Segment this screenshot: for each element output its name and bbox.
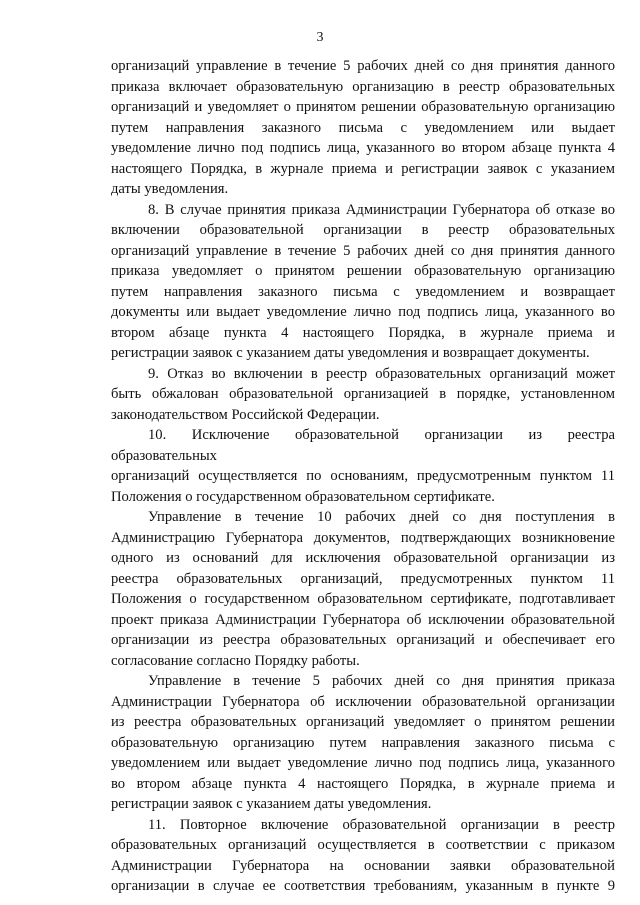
page-number: 3 [316,30,324,45]
text-line: реестра образовательных организаций, предусмотренных пунктом 11 [111,570,615,587]
text-line: уведомление лично под подпись лица, указанного во втором абзаце пункта 4 [111,140,615,156]
paragraph [111,200,615,364]
paragraph [111,364,615,426]
text-line: Администрацию Губернатора документов, подтверждающих возникновение [111,529,615,546]
text-line: организации в случае ее соответствия требованиям, указанным в пункте 9 [111,878,615,894]
text-line: Администрации Губернатора на основании заявки образовательной [111,857,615,874]
text-line: организаций осуществляется по основаниям, предусмотренным пунктом 11 [111,468,615,484]
text-line: путем направления заказного письма с уведомлением или выдает [111,119,615,136]
text-line: организаций управление в течение 5 рабочих дней со дня принятия данного [111,58,615,74]
text-line: законодательством Российской Федерации. [111,406,380,423]
text-line: приказа уведомляет о принятом решении образовательную организацию [111,263,615,279]
text-line: 8. В случае принятия приказа Администрации Губернатора об отказе во [148,201,615,218]
text-line: регистрации заявок с указанием даты уведомления и возвращает документы. [111,345,590,361]
text-line: втором абзаце пункта 4 настоящего Порядка, в журнале приема и [111,324,615,341]
text-line: одного из оснований для исключения образовательной организации из [111,550,615,566]
document-body [111,56,615,897]
text-line: Положения о государственном образовательном сертификате, подготавливает [111,591,615,607]
text-line: регистрации заявок с указанием даты уведомления. [111,796,432,812]
text-line: включении образовательной организации в реестр образовательных [111,222,615,238]
text-line: приказа включает образовательную организацию в реестр образовательных [111,78,615,95]
text-line: организаций и уведомляет о принятом решении образовательную организацию [111,99,615,115]
paragraph [111,425,615,507]
text-line: Администрации Губернатора об исключении образовательной организации [111,693,615,710]
text-line: 11. Повторное включение образовательной организации в реестр [148,816,615,833]
text-line: документы или выдает уведомление лично под подпись лица, указанного во [111,304,615,320]
text-line: образовательных организаций осуществляется в соответствии с приказом [111,837,615,853]
text-line: согласование согласно Порядку работы. [111,652,360,669]
paragraph [111,815,615,897]
text-line: настоящего Порядка, в журнале приема и регистрации заявок с указанием [111,160,615,177]
text-line: даты уведомления. [111,181,229,197]
text-line: Управление в течение 10 рабочих дней со дня поступления в [148,509,615,525]
text-line: из реестра образовательных организаций уведомляет о принятом решении [111,714,615,730]
text-line: проект приказа Администрации Губернатора об исключении образовательной [111,611,615,628]
text-line: быть обжалован образовательной организацией в порядке, установленном [111,386,615,402]
text-line: Управление в течение 5 рабочих дней со дня принятия приказа [148,673,615,689]
text-line: организаций управление в течение 5 рабочих дней со дня принятия данного [111,242,615,259]
text-line: Положения о государственном образовательном сертификате. [111,488,495,505]
paragraph [111,56,615,200]
text-line: образовательную организацию путем направления заказного письма с [111,734,615,751]
text-line: уведомлением или выдает уведомление лично под подпись лица, указанного [111,755,615,771]
paragraph [111,507,615,671]
text-line: во втором абзаце пункта 4 настоящего Порядка, в журнале приема и [111,775,615,792]
text-line: организации из реестра образовательных организаций и обеспечивает его [111,632,615,648]
text-line: 9. Отказ во включении в реестр образовательных организаций может [148,365,615,382]
text-line: путем направления заказного письма с уведомлением и возвращает [111,283,615,300]
paragraph [111,671,615,815]
text-line: 10. Исключение образовательной организации из реестра образовательных [111,427,615,464]
